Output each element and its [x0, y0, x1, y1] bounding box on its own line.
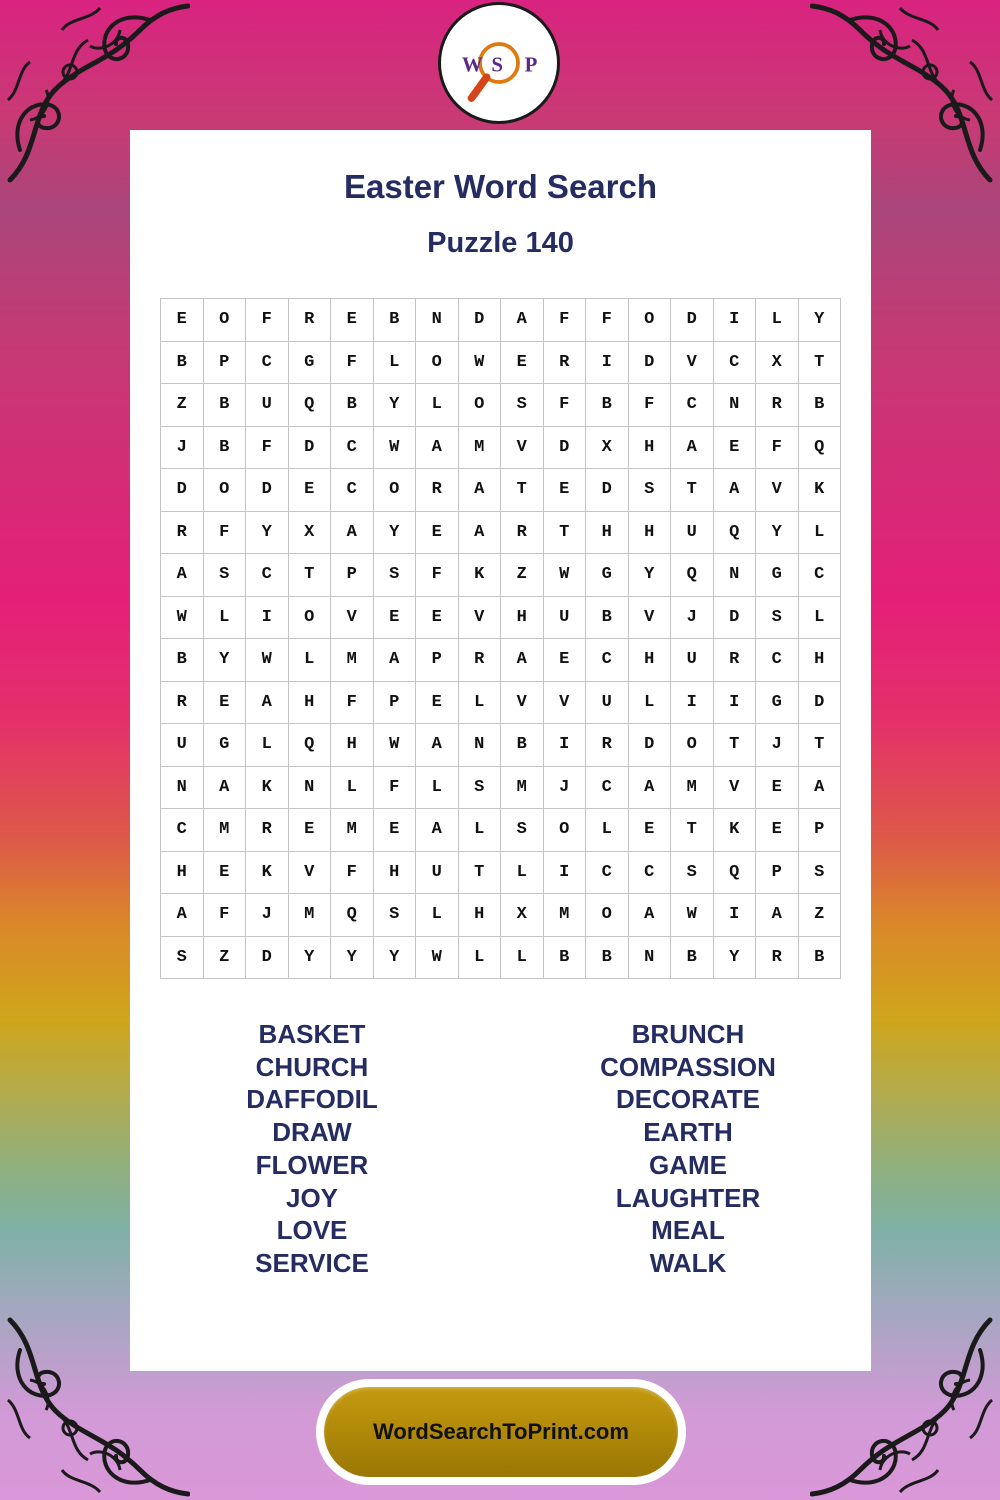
grid-cell[interactable]: E	[204, 852, 247, 895]
grid-cell[interactable]: N	[714, 384, 757, 427]
grid-cell[interactable]: Y	[756, 512, 799, 555]
grid-cell[interactable]: Y	[799, 299, 842, 342]
grid-cell[interactable]: R	[289, 299, 332, 342]
word-list-item: LAUGHTER	[615, 1182, 761, 1213]
grid-cell[interactable]: I	[671, 682, 714, 725]
grid-cell[interactable]: G	[756, 682, 799, 725]
grid-cell[interactable]: E	[629, 809, 672, 852]
grid-cell[interactable]: J	[544, 767, 587, 810]
grid-cell[interactable]: L	[501, 937, 544, 980]
grid-cell[interactable]: E	[544, 469, 587, 512]
grid-cell[interactable]: L	[246, 724, 289, 767]
grid-cell[interactable]: Y	[204, 639, 247, 682]
grid-cell[interactable]: U	[671, 512, 714, 555]
grid-cell[interactable]: O	[374, 469, 417, 512]
grid-cell[interactable]: C	[331, 469, 374, 512]
word-list-item: MEAL	[651, 1215, 725, 1246]
grid-cell[interactable]: A	[374, 639, 417, 682]
grid-cell[interactable]: Y	[374, 512, 417, 555]
grid-cell[interactable]: V	[501, 427, 544, 470]
grid-cell[interactable]: C	[246, 554, 289, 597]
grid-cell[interactable]: F	[629, 384, 672, 427]
grid-cell[interactable]: D	[459, 299, 502, 342]
grid-cell[interactable]: W	[374, 427, 417, 470]
grid-cell[interactable]: L	[416, 767, 459, 810]
word-list-item: CHURCH	[255, 1051, 369, 1082]
grid-cell[interactable]: D	[586, 469, 629, 512]
grid-cell[interactable]: A	[756, 894, 799, 937]
grid-cell[interactable]: L	[289, 639, 332, 682]
grid-cell[interactable]: C	[586, 852, 629, 895]
grid-cell[interactable]: W	[544, 554, 587, 597]
grid-cell[interactable]: F	[331, 682, 374, 725]
grid-cell[interactable]: O	[289, 597, 332, 640]
grid-cell[interactable]: U	[161, 724, 204, 767]
word-list-item: LOVE	[276, 1215, 348, 1246]
grid-cell[interactable]: L	[331, 767, 374, 810]
grid-cell[interactable]: S	[501, 384, 544, 427]
grid-cell[interactable]: F	[374, 767, 417, 810]
grid-cell[interactable]: T	[799, 342, 842, 385]
grid-cell[interactable]: L	[374, 342, 417, 385]
grid-cell[interactable]: O	[586, 894, 629, 937]
grid-cell[interactable]: H	[629, 512, 672, 555]
grid-cell[interactable]: D	[671, 299, 714, 342]
grid-cell[interactable]: S	[459, 767, 502, 810]
grid-cell[interactable]: N	[629, 937, 672, 980]
grid-cell[interactable]: H	[331, 724, 374, 767]
grid-cell[interactable]: B	[544, 937, 587, 980]
grid-cell[interactable]: C	[586, 767, 629, 810]
grid-cell[interactable]: Y	[289, 937, 332, 980]
grid-cell[interactable]: H	[629, 639, 672, 682]
grid-cell[interactable]: A	[416, 724, 459, 767]
grid-cell[interactable]: Y	[714, 937, 757, 980]
grid-cell[interactable]: D	[799, 682, 842, 725]
grid-cell[interactable]: J	[246, 894, 289, 937]
grid-cell[interactable]: A	[459, 469, 502, 512]
grid-cell[interactable]: L	[756, 299, 799, 342]
grid-cell[interactable]: F	[756, 427, 799, 470]
grid-cell[interactable]: U	[671, 639, 714, 682]
grid-cell[interactable]: B	[331, 384, 374, 427]
grid-cell[interactable]: D	[246, 937, 289, 980]
grid-cell[interactable]: T	[671, 809, 714, 852]
footer-link[interactable]: WordSearchToPrint.com	[373, 1419, 629, 1444]
grid-cell[interactable]: R	[756, 384, 799, 427]
grid-cell[interactable]: H	[501, 597, 544, 640]
grid-cell[interactable]: H	[161, 852, 204, 895]
grid-cell[interactable]: S	[756, 597, 799, 640]
grid-cell[interactable]: A	[204, 767, 247, 810]
grid-cell[interactable]: T	[544, 512, 587, 555]
grid-cell[interactable]: I	[544, 724, 587, 767]
grid-cell[interactable]: T	[501, 469, 544, 512]
grid-cell[interactable]: B	[374, 299, 417, 342]
grid-cell[interactable]: B	[799, 384, 842, 427]
grid-cell[interactable]: O	[204, 299, 247, 342]
grid-cell[interactable]: X	[756, 342, 799, 385]
grid-cell[interactable]: C	[586, 639, 629, 682]
svg-text:P: P	[524, 52, 538, 77]
word-list-right	[568, 1018, 808, 1280]
grid-cell[interactable]: T	[714, 724, 757, 767]
grid-cell[interactable]: U	[246, 384, 289, 427]
grid-cell[interactable]: V	[501, 682, 544, 725]
grid-cell[interactable]: F	[331, 342, 374, 385]
grid-cell[interactable]: A	[161, 554, 204, 597]
grid-cell[interactable]: Z	[204, 937, 247, 980]
grid-cell[interactable]: R	[161, 682, 204, 725]
grid-cell[interactable]: O	[544, 809, 587, 852]
grid-cell[interactable]: R	[544, 342, 587, 385]
grid-cell[interactable]: V	[331, 597, 374, 640]
grid-cell[interactable]: E	[289, 809, 332, 852]
grid-cell[interactable]: L	[204, 597, 247, 640]
grid-cell[interactable]: A	[629, 894, 672, 937]
grid-cell[interactable]: V	[459, 597, 502, 640]
grid-cell[interactable]: W	[161, 597, 204, 640]
word-list-item: WALK	[649, 1247, 727, 1278]
grid-cell[interactable]: K	[246, 852, 289, 895]
grid-cell[interactable]: R	[161, 512, 204, 555]
grid-cell[interactable]: A	[331, 512, 374, 555]
grid-cell[interactable]: E	[374, 597, 417, 640]
word-list-item: SERVICE	[255, 1247, 369, 1278]
grid-cell[interactable]: F	[586, 299, 629, 342]
grid-cell[interactable]: Y	[374, 384, 417, 427]
grid-cell[interactable]: N	[714, 554, 757, 597]
grid-cell[interactable]: S	[501, 809, 544, 852]
grid-cell[interactable]: N	[161, 767, 204, 810]
grid-cell[interactable]: C	[161, 809, 204, 852]
grid-cell[interactable]: Y	[629, 554, 672, 597]
svg-text:W: W	[461, 52, 483, 77]
grid-cell[interactable]: W	[671, 894, 714, 937]
grid-cell[interactable]: E	[204, 682, 247, 725]
word-list-item: GAME	[649, 1149, 727, 1180]
puzzle-card	[130, 130, 871, 1371]
grid-cell[interactable]: N	[289, 767, 332, 810]
grid-cell[interactable]: K	[714, 809, 757, 852]
footer-pill[interactable]	[324, 1387, 678, 1477]
grid-cell[interactable]: L	[586, 809, 629, 852]
grid-cell[interactable]: W	[246, 639, 289, 682]
grid-cell[interactable]: M	[544, 894, 587, 937]
grid-cell[interactable]: S	[204, 554, 247, 597]
wsp-logo	[438, 2, 560, 124]
grid-cell[interactable]: D	[161, 469, 204, 512]
grid-cell[interactable]: A	[714, 469, 757, 512]
grid-cell[interactable]: A	[161, 894, 204, 937]
svg-text:S: S	[491, 52, 504, 77]
grid-cell[interactable]: Z	[501, 554, 544, 597]
grid-cell[interactable]: G	[289, 342, 332, 385]
grid-cell[interactable]: Q	[331, 894, 374, 937]
grid-cell[interactable]: S	[374, 554, 417, 597]
grid-cell[interactable]: S	[629, 469, 672, 512]
word-list-item: BRUNCH	[631, 1019, 745, 1049]
grid-cell[interactable]: P	[756, 852, 799, 895]
grid-cell[interactable]: B	[586, 384, 629, 427]
grid-cell[interactable]: A	[416, 427, 459, 470]
grid-cell[interactable]: C	[331, 427, 374, 470]
grid-cell[interactable]: A	[416, 809, 459, 852]
grid-cell[interactable]: O	[671, 724, 714, 767]
grid-cell[interactable]: P	[374, 682, 417, 725]
grid-cell[interactable]: Q	[289, 384, 332, 427]
grid-cell[interactable]: J	[756, 724, 799, 767]
grid-cell[interactable]: Z	[161, 384, 204, 427]
grid-cell[interactable]: F	[544, 299, 587, 342]
grid-cell[interactable]: E	[416, 597, 459, 640]
grid-cell[interactable]: M	[501, 767, 544, 810]
grid-cell[interactable]: L	[501, 852, 544, 895]
grid-cell[interactable]: F	[331, 852, 374, 895]
grid-cell[interactable]: C	[799, 554, 842, 597]
grid-cell[interactable]: S	[374, 894, 417, 937]
footer-badge	[316, 1379, 686, 1485]
grid-cell[interactable]: I	[586, 342, 629, 385]
grid-cell[interactable]: Z	[799, 894, 842, 937]
grid-cell[interactable]: O	[459, 384, 502, 427]
grid-cell[interactable]: R	[246, 809, 289, 852]
grid-cell[interactable]: E	[416, 512, 459, 555]
word-list-item: JOY	[285, 1182, 339, 1213]
grid-cell[interactable]: D	[629, 724, 672, 767]
grid-cell[interactable]: J	[671, 597, 714, 640]
grid-cell[interactable]: P	[799, 809, 842, 852]
grid-cell[interactable]: R	[459, 639, 502, 682]
grid-cell[interactable]: A	[799, 767, 842, 810]
grid-cell[interactable]: B	[799, 937, 842, 980]
word-list-item: FLOWER	[255, 1149, 369, 1180]
grid-cell[interactable]: L	[416, 384, 459, 427]
grid-cell[interactable]: R	[416, 469, 459, 512]
grid-cell[interactable]: H	[374, 852, 417, 895]
grid-cell[interactable]: D	[714, 597, 757, 640]
grid-cell[interactable]: J	[161, 427, 204, 470]
grid-cell[interactable]: G	[204, 724, 247, 767]
grid-cell[interactable]: U	[544, 597, 587, 640]
grid-cell[interactable]: H	[629, 427, 672, 470]
grid-cell[interactable]: L	[459, 937, 502, 980]
grid-cell[interactable]: P	[331, 554, 374, 597]
grid-cell[interactable]: X	[501, 894, 544, 937]
grid-cell[interactable]: E	[374, 809, 417, 852]
puzzle-number: Puzzle 140	[427, 227, 574, 259]
grid-cell[interactable]: A	[671, 427, 714, 470]
grid-cell[interactable]: E	[714, 427, 757, 470]
grid-cell[interactable]: W	[416, 937, 459, 980]
grid-cell[interactable]: T	[799, 724, 842, 767]
grid-cell[interactable]: G	[586, 554, 629, 597]
grid-cell[interactable]: N	[459, 724, 502, 767]
grid-cell[interactable]: I	[714, 682, 757, 725]
grid-cell[interactable]: T	[289, 554, 332, 597]
grid-cell[interactable]: E	[756, 767, 799, 810]
grid-cell[interactable]: F	[204, 512, 247, 555]
grid-cell[interactable]: E	[416, 682, 459, 725]
grid-cell[interactable]: O	[416, 342, 459, 385]
grid-cell[interactable]: M	[289, 894, 332, 937]
grid-cell[interactable]: C	[246, 342, 289, 385]
grid-cell[interactable]: C	[714, 342, 757, 385]
grid-cell[interactable]: I	[246, 597, 289, 640]
grid-cell[interactable]: V	[756, 469, 799, 512]
grid-cell[interactable]: L	[799, 597, 842, 640]
grid-cell[interactable]: E	[161, 299, 204, 342]
grid-cell[interactable]: I	[714, 299, 757, 342]
grid-cell[interactable]: T	[671, 469, 714, 512]
grid-cell[interactable]: C	[671, 384, 714, 427]
grid-cell[interactable]: U	[586, 682, 629, 725]
grid-cell[interactable]: K	[799, 469, 842, 512]
grid-cell[interactable]: X	[289, 512, 332, 555]
grid-cell[interactable]: D	[544, 427, 587, 470]
grid-cell[interactable]: R	[501, 512, 544, 555]
grid-cell[interactable]: B	[586, 597, 629, 640]
grid-cell[interactable]: S	[799, 852, 842, 895]
grid-cell[interactable]: G	[756, 554, 799, 597]
grid-cell[interactable]: B	[204, 427, 247, 470]
grid-cell[interactable]: E	[289, 469, 332, 512]
grid-cell[interactable]: Y	[331, 937, 374, 980]
grid-cell[interactable]: V	[671, 342, 714, 385]
grid-cell[interactable]: V	[544, 682, 587, 725]
word-list-item: COMPASSION	[600, 1051, 776, 1082]
grid-cell[interactable]: M	[459, 427, 502, 470]
grid-cell[interactable]: H	[459, 894, 502, 937]
page-title: Easter Word Search	[343, 168, 658, 205]
grid-cell[interactable]: I	[714, 894, 757, 937]
grid-cell[interactable]: W	[374, 724, 417, 767]
grid-cell[interactable]: E	[331, 299, 374, 342]
grid-cell[interactable]: A	[459, 512, 502, 555]
grid-cell[interactable]: R	[586, 724, 629, 767]
grid-cell[interactable]: V	[714, 767, 757, 810]
grid-cell[interactable]: M	[331, 639, 374, 682]
grid-cell[interactable]: P	[204, 342, 247, 385]
grid-cell[interactable]: F	[246, 427, 289, 470]
grid-cell[interactable]: L	[629, 682, 672, 725]
grid-cell[interactable]: H	[799, 639, 842, 682]
grid-cell[interactable]: D	[629, 342, 672, 385]
grid-cell[interactable]: O	[629, 299, 672, 342]
grid-cell[interactable]: Q	[671, 554, 714, 597]
word-list-item: DECORATE	[616, 1084, 760, 1115]
grid-cell[interactable]: F	[544, 384, 587, 427]
grid-cell[interactable]: L	[459, 809, 502, 852]
grid-cell[interactable]: B	[161, 639, 204, 682]
grid-cell[interactable]: T	[459, 852, 502, 895]
grid-cell[interactable]: L	[459, 682, 502, 725]
grid-cell[interactable]: L	[799, 512, 842, 555]
word-list-item: BASKET	[258, 1019, 366, 1049]
grid-cell[interactable]: R	[714, 639, 757, 682]
word-list-item: DRAW	[272, 1117, 352, 1148]
grid-cell[interactable]: D	[246, 469, 289, 512]
grid-cell[interactable]: B	[586, 937, 629, 980]
grid-cell[interactable]: B	[671, 937, 714, 980]
grid-cell[interactable]: A	[501, 639, 544, 682]
grid-cell[interactable]: M	[331, 809, 374, 852]
grid-cell[interactable]: N	[416, 299, 459, 342]
grid-cell[interactable]: C	[629, 852, 672, 895]
letter-grid	[160, 298, 841, 979]
grid-cell[interactable]: V	[289, 852, 332, 895]
grid-cell[interactable]: F	[204, 894, 247, 937]
grid-cell[interactable]: S	[161, 937, 204, 980]
grid-cell[interactable]: F	[246, 299, 289, 342]
grid-cell[interactable]: Q	[799, 427, 842, 470]
grid-cell[interactable]: P	[416, 639, 459, 682]
grid-cell[interactable]: Q	[714, 852, 757, 895]
grid-cell[interactable]: M	[671, 767, 714, 810]
grid-cell[interactable]: Y	[374, 937, 417, 980]
grid-cell[interactable]: F	[416, 554, 459, 597]
grid-cell[interactable]: Q	[289, 724, 332, 767]
grid-cell[interactable]: O	[204, 469, 247, 512]
grid-cell[interactable]: A	[629, 767, 672, 810]
grid-cell[interactable]: E	[501, 342, 544, 385]
grid-cell[interactable]: A	[501, 299, 544, 342]
grid-cell[interactable]: M	[204, 809, 247, 852]
grid-cell[interactable]: K	[246, 767, 289, 810]
grid-cell[interactable]: V	[629, 597, 672, 640]
grid-cell[interactable]: R	[756, 937, 799, 980]
grid-cell[interactable]: K	[459, 554, 502, 597]
grid-cell[interactable]: E	[544, 639, 587, 682]
magnifier-icon	[471, 77, 486, 98]
grid-cell[interactable]: Y	[246, 512, 289, 555]
grid-cell[interactable]: H	[289, 682, 332, 725]
grid-cell[interactable]: B	[161, 342, 204, 385]
grid-cell[interactable]: B	[501, 724, 544, 767]
grid-cell[interactable]: H	[586, 512, 629, 555]
grid-cell[interactable]: X	[586, 427, 629, 470]
word-list-item: DAFFODIL	[246, 1084, 378, 1115]
grid-cell[interactable]: B	[204, 384, 247, 427]
grid-cell[interactable]: I	[544, 852, 587, 895]
grid-cell[interactable]: S	[671, 852, 714, 895]
grid-cell[interactable]: D	[289, 427, 332, 470]
grid-cell[interactable]: Q	[714, 512, 757, 555]
word-list-left	[192, 1018, 432, 1280]
grid-cell[interactable]: U	[416, 852, 459, 895]
grid-cell[interactable]: A	[246, 682, 289, 725]
grid-cell[interactable]: L	[416, 894, 459, 937]
grid-cell[interactable]: C	[756, 639, 799, 682]
grid-cell[interactable]: W	[459, 342, 502, 385]
word-list-item: EARTH	[643, 1117, 733, 1148]
grid-cell[interactable]: E	[756, 809, 799, 852]
